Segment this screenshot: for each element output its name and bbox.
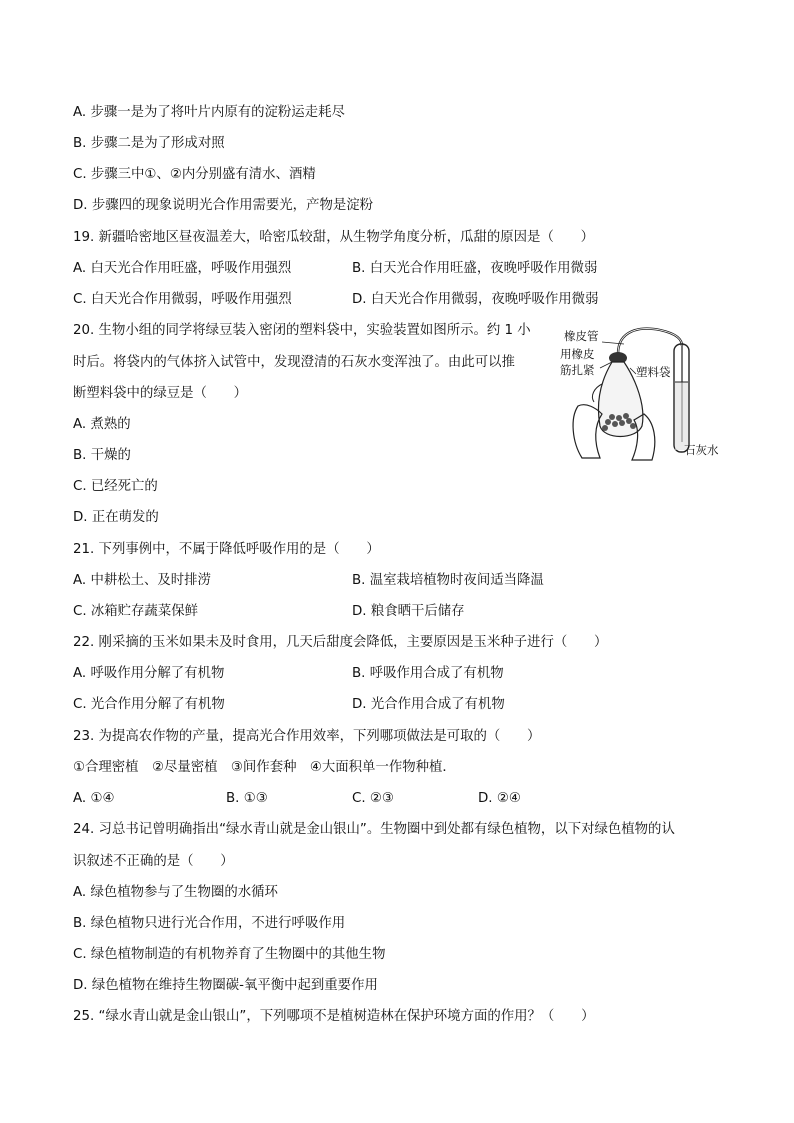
label-rubber-band-1: 用橡皮 [560,347,595,361]
q24-option-d: D. 绿色植物在维持生物圈碳-氧平衡中起到重要作用 [73,978,378,993]
q18-option-d: D. 步骤四的现象说明光合作用需要光，产物是淀粉 [73,198,374,213]
q20-option-c: C. 已经死亡的 [73,479,158,494]
q23-option-b: B. ①③ [226,791,268,806]
q21-option-b: B. 温室栽培植物时夜间适当降温 [352,573,544,588]
q23-option-a: A. ①④ [73,791,115,806]
label-rubber-band-2: 筋扎紧 [560,363,595,377]
q20-option-d: D. 正在萌发的 [73,510,159,525]
q20-stem-line-3: 断塑料袋中的绿豆是（ ） [73,386,248,401]
q25-stem: 25. “绿水青山就是金山银山”，下列哪项不是植树造林在保护环境方面的作用？（ ） [73,1009,595,1024]
q24-stem-line-1: 24. 习总书记曾明确指出“绿水青山就是金山银山”。生物圈中到处都有绿色植物，以下对绿色植物的认 [73,822,675,837]
q19-option-a: A. 白天光合作用旺盛，呼吸作用强烈 [73,261,292,276]
q23-option-c: C. ②③ [352,791,394,806]
q24-option-b: B. 绿色植物只进行光合作用，不进行呼吸作用 [73,916,346,931]
experiment-apparatus-illustration [560,322,726,468]
label-rubber-tube: 橡皮管 [564,329,599,343]
q21-option-a: A. 中耕松土、及时排涝 [73,573,211,588]
q21-option-d: D. 粮食晒干后储存 [352,604,465,619]
q18-option-a: A. 步骤一是为了将叶片内原有的淀粉运走耗尽 [73,105,345,120]
q24-option-a: A. 绿色植物参与了生物圈的水循环 [73,885,278,900]
q24-option-c: C. 绿色植物制造的有机物养育了生物圈中的其他生物 [73,947,386,962]
label-plastic-bag: 塑料袋 [636,365,671,379]
q21-option-c: C. 冰箱贮存蔬菜保鲜 [73,604,198,619]
q22-stem: 22. 刚采摘的玉米如果未及时食用，几天后甜度会降低，主要原因是玉米种子进行（ ） [73,635,608,650]
left-hand [573,405,602,458]
q24-stem-line-2: 识叙述不正确的是（ ） [73,854,234,869]
q20-stem-line-2: 时后。将袋内的气体挤入试管中，发现澄清的石灰水变浑浊了。由此可以推 [73,355,515,370]
q21-stem: 21. 下列事例中，不属于降低呼吸作用的是（ ） [73,542,380,557]
q23-items: ①合理密植 ②尽量密植 ③间作套种 ④大面积单一作物种植． [73,760,456,775]
rubber-tube [618,329,682,354]
q22-option-c: C. 光合作用分解了有机物 [73,697,225,712]
q22-option-a: A. 呼吸作用分解了有机物 [73,666,225,681]
q19-option-b: B. 白天光合作用旺盛，夜晚呼吸作用微弱 [352,261,598,276]
q20-stem-line-1: 20. 生物小组的同学将绿豆装入密闭的塑料袋中，实验装置如图所示。约 1 小 [73,323,531,338]
q18-option-b: B. 步骤二是为了形成对照 [73,136,225,151]
q22-option-d: D. 光合作用合成了有机物 [352,697,505,712]
q23-stem: 23. 为提高农作物的产量，提高光合作用效率，下列哪项做法是可取的（ ） [73,729,541,744]
q18-option-c: C. 步骤三中①、②内分别盛有清水、酒精 [73,167,316,182]
label-limewater: 石灰水 [684,443,719,457]
q20-option-a: A. 煮熟的 [73,417,131,432]
q19-stem: 19. 新疆哈密地区昼夜温差大，哈密瓜较甜，从生物学角度分析，瓜甜的原因是（ ） [73,230,595,245]
q19-option-c: C. 白天光合作用微弱，呼吸作用强烈 [73,292,292,307]
limewater-fill [675,382,688,450]
q20-experiment-figure [560,322,726,468]
q19-option-d: D. 白天光合作用微弱，夜晚呼吸作用微弱 [352,292,599,307]
q22-option-b: B. 呼吸作用合成了有机物 [352,666,504,681]
q20-option-b: B. 干燥的 [73,448,131,463]
q23-option-d: D. ②④ [478,791,521,806]
